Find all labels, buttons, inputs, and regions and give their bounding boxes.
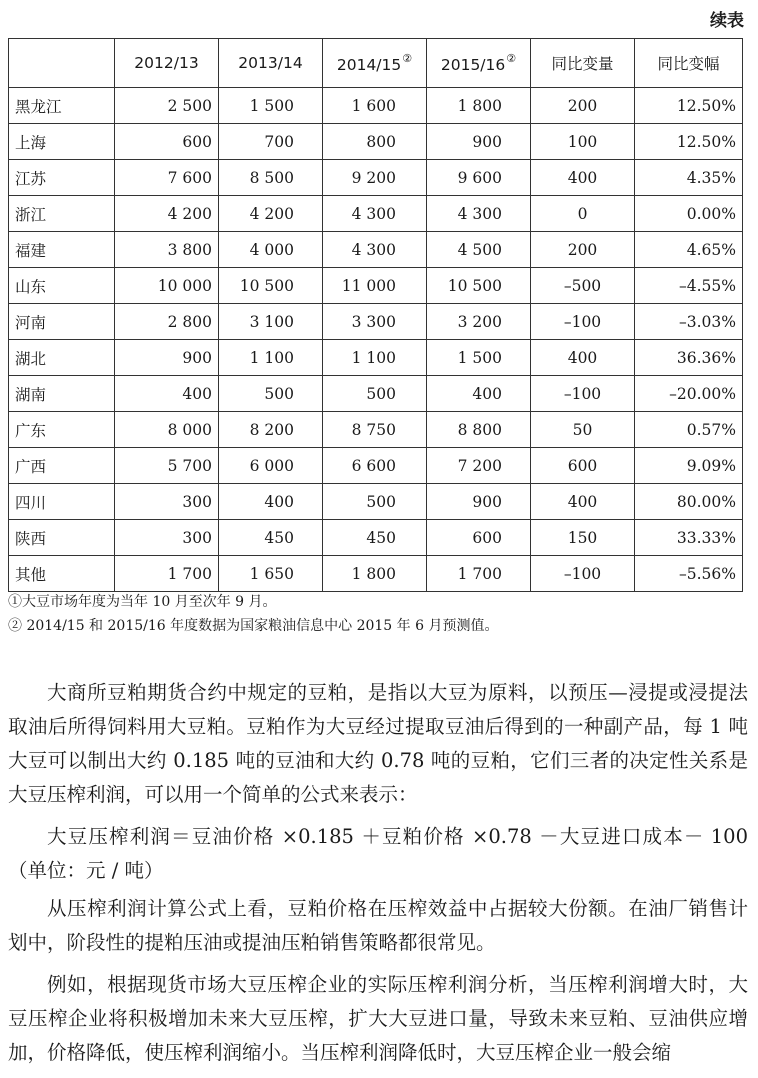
value-2012-13: 5 700 — [115, 448, 219, 484]
value-2012-13: 400 — [115, 376, 219, 412]
soymeal-region-table — [8, 38, 743, 592]
value-2015-16: 1 800 — [427, 88, 531, 124]
yoy-pct-cell: –5.56% — [635, 556, 743, 592]
table-row — [9, 448, 743, 484]
value-2014-15: 1 600 — [323, 88, 427, 124]
table-row — [9, 196, 743, 232]
value-2015-16: 8 800 — [427, 412, 531, 448]
value-2014-15: 500 — [323, 376, 427, 412]
value-2012-13: 300 — [115, 484, 219, 520]
value-2015-16: 3 200 — [427, 304, 531, 340]
region-cell: 浙江 — [9, 196, 115, 232]
region-cell: 上海 — [9, 124, 115, 160]
value-2013-14: 8 200 — [219, 412, 323, 448]
value-2015-16: 4 500 — [427, 232, 531, 268]
yoy-change-cell: 400 — [531, 340, 635, 376]
region-cell: 其他 — [9, 556, 115, 592]
yoy-pct-cell: 12.50% — [635, 88, 743, 124]
value-2012-13: 2 500 — [115, 88, 219, 124]
region-cell: 山东 — [9, 268, 115, 304]
paragraph-formula: 大豆压榨利润＝豆油价格 ×0.185 ＋豆粕价格 ×0.78 －大豆进口成本－ 100（单位：元 / 吨） — [8, 825, 748, 882]
region-cell: 陕西 — [9, 520, 115, 556]
region-cell: 广西 — [9, 448, 115, 484]
value-2014-15: 11 000 — [323, 268, 427, 304]
value-2014-15: 450 — [323, 520, 427, 556]
value-2012-13: 8 000 — [115, 412, 219, 448]
value-2015-16: 900 — [427, 124, 531, 160]
value-2014-15: 9 200 — [323, 160, 427, 196]
value-2015-16: 1 500 — [427, 340, 531, 376]
value-2012-13: 600 — [115, 124, 219, 160]
yoy-pct-cell: 0.00% — [635, 196, 743, 232]
body-text — [8, 676, 748, 1078]
table-row — [9, 340, 743, 376]
value-2013-14: 4 000 — [219, 232, 323, 268]
header-col-2013-14: 2013/14 — [219, 39, 323, 88]
value-2014-15: 3 300 — [323, 304, 427, 340]
yoy-change-cell: 150 — [531, 520, 635, 556]
header-col-yoy-change: 同比变量 — [531, 39, 635, 88]
region-cell: 四川 — [9, 484, 115, 520]
value-2014-15: 4 300 — [323, 196, 427, 232]
value-2015-16: 400 — [427, 376, 531, 412]
value-2012-13: 300 — [115, 520, 219, 556]
yoy-change-cell: 400 — [531, 160, 635, 196]
region-cell: 黑龙江 — [9, 88, 115, 124]
yoy-change-cell: –100 — [531, 556, 635, 592]
table-row — [9, 556, 743, 592]
region-cell: 湖北 — [9, 340, 115, 376]
value-2015-16: 1 700 — [427, 556, 531, 592]
value-2013-14: 6 000 — [219, 448, 323, 484]
value-2015-16: 9 600 — [427, 160, 531, 196]
paragraph-definition: 大商所豆粕期货合约中规定的豆粕，是指以大豆为原料，以预压—浸提或浸提法取油后所得饲料用大豆粕。豆粕作为大豆经过提取豆油后得到的一种副产品，每 1 吨大豆可以制出大约 0.185 吨的豆油和大约 0.78 吨的豆粕，它们三者的决定性关系是大豆压榨利润，可以用一个简单的公式来表示： — [8, 681, 748, 806]
value-2013-14: 1 100 — [219, 340, 323, 376]
table-row — [9, 484, 743, 520]
yoy-pct-cell: 80.00% — [635, 484, 743, 520]
value-2012-13: 10 000 — [115, 268, 219, 304]
header-col-yoy-pct: 同比变幅 — [635, 39, 743, 88]
yoy-change-cell: 200 — [531, 88, 635, 124]
value-2015-16: 4 300 — [427, 196, 531, 232]
paragraph-example: 例如，根据现货市场大豆压榨企业的实际压榨利润分析，当压榨利润增大时，大豆压榨企业将积极增加未来大豆压榨，扩大大豆进口量，导致未来豆粕、豆油供应增加，价格降低，使压榨利润缩小。当压榨利润降低时，大豆压榨企业一般会缩 — [8, 973, 748, 1064]
header-col-region — [9, 39, 115, 88]
value-2012-13: 900 — [115, 340, 219, 376]
value-2012-13: 3 800 — [115, 232, 219, 268]
yoy-pct-cell: 9.09% — [635, 448, 743, 484]
value-2012-13: 7 600 — [115, 160, 219, 196]
value-2014-15: 6 600 — [323, 448, 427, 484]
value-2013-14: 400 — [219, 484, 323, 520]
table-row — [9, 304, 743, 340]
value-2013-14: 10 500 — [219, 268, 323, 304]
yoy-change-cell: 600 — [531, 448, 635, 484]
footnotes — [8, 590, 498, 638]
value-2013-14: 8 500 — [219, 160, 323, 196]
table-row — [9, 268, 743, 304]
table-header-row — [9, 39, 743, 88]
footnote-2: ② 2014/15 和 2015/16 年度数据为国家粮油信息中心 2015 年 6 月预测值。 — [8, 618, 499, 634]
yoy-change-cell: –100 — [531, 304, 635, 340]
footnote-mark: ② — [506, 52, 517, 65]
region-cell: 福建 — [9, 232, 115, 268]
table-row — [9, 520, 743, 556]
region-cell: 河南 — [9, 304, 115, 340]
header-col-2015-16: 2015/16② — [427, 39, 531, 88]
paragraph-analysis: 从压榨利润计算公式上看，豆粕价格在压榨效益中占据较大份额。在油厂销售计划中，阶段性的提粕压油或提油压粕销售策略都很常见。 — [8, 897, 748, 954]
region-cell: 广东 — [9, 412, 115, 448]
value-2013-14: 1 650 — [219, 556, 323, 592]
yoy-pct-cell: 4.65% — [635, 232, 743, 268]
value-2013-14: 1 500 — [219, 88, 323, 124]
value-2014-15: 800 — [323, 124, 427, 160]
value-2014-15: 4 300 — [323, 232, 427, 268]
yoy-pct-cell: 33.33% — [635, 520, 743, 556]
value-2013-14: 3 100 — [219, 304, 323, 340]
yoy-change-cell: 200 — [531, 232, 635, 268]
table-row — [9, 412, 743, 448]
yoy-change-cell: 0 — [531, 196, 635, 232]
value-2014-15: 1 800 — [323, 556, 427, 592]
value-2012-13: 4 200 — [115, 196, 219, 232]
region-cell: 江苏 — [9, 160, 115, 196]
table-row — [9, 376, 743, 412]
value-2013-14: 450 — [219, 520, 323, 556]
footnote-1: ①大豆市场年度为当年 10 月至次年 9 月。 — [8, 594, 277, 610]
yoy-pct-cell: 4.35% — [635, 160, 743, 196]
yoy-change-cell: –500 — [531, 268, 635, 304]
continued-table-label: 续表 — [710, 11, 744, 31]
table-body — [9, 88, 743, 592]
value-2013-14: 500 — [219, 376, 323, 412]
value-2014-15: 1 100 — [323, 340, 427, 376]
value-2012-13: 1 700 — [115, 556, 219, 592]
value-2015-16: 7 200 — [427, 448, 531, 484]
yoy-change-cell: –100 — [531, 376, 635, 412]
yoy-pct-cell: –4.55% — [635, 268, 743, 304]
value-2015-16: 600 — [427, 520, 531, 556]
footnote-mark: ② — [402, 52, 413, 65]
table-row — [9, 124, 743, 160]
table-row — [9, 160, 743, 196]
yoy-change-cell: 100 — [531, 124, 635, 160]
table-row — [9, 232, 743, 268]
region-cell: 湖南 — [9, 376, 115, 412]
value-2015-16: 10 500 — [427, 268, 531, 304]
yoy-pct-cell: 12.50% — [635, 124, 743, 160]
header-col-2012-13: 2012/13 — [115, 39, 219, 88]
yoy-pct-cell: –3.03% — [635, 304, 743, 340]
table-row — [9, 88, 743, 124]
value-2013-14: 4 200 — [219, 196, 323, 232]
header-col-2014-15: 2014/15② — [323, 39, 427, 88]
yoy-change-cell: 50 — [531, 412, 635, 448]
value-2015-16: 900 — [427, 484, 531, 520]
value-2012-13: 2 800 — [115, 304, 219, 340]
value-2013-14: 700 — [219, 124, 323, 160]
value-2014-15: 500 — [323, 484, 427, 520]
value-2014-15: 8 750 — [323, 412, 427, 448]
yoy-pct-cell: 0.57% — [635, 412, 743, 448]
yoy-pct-cell: –20.00% — [635, 376, 743, 412]
yoy-change-cell: 400 — [531, 484, 635, 520]
yoy-pct-cell: 36.36% — [635, 340, 743, 376]
